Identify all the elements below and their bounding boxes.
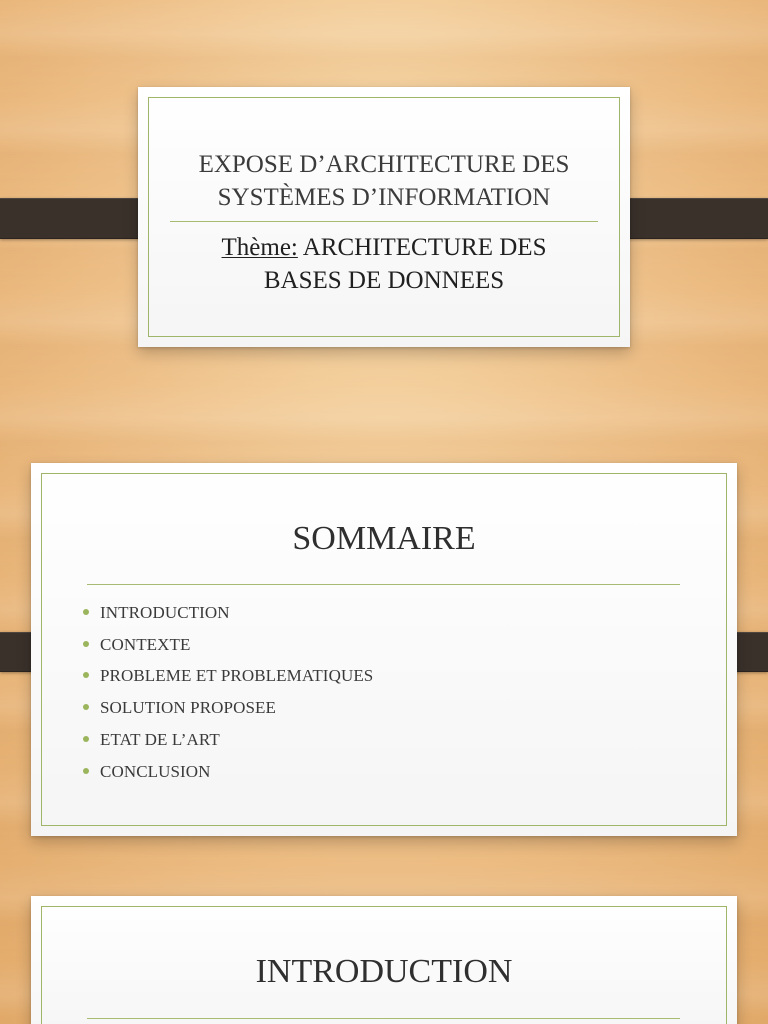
bullet-icon <box>83 704 89 710</box>
sommaire-item-introduction <box>83 597 373 629</box>
title-slide-frame <box>148 97 620 337</box>
presentation-theme <box>138 232 630 297</box>
bullet-icon <box>83 672 89 678</box>
presentation-title-line-1: EXPOSE D’ARCHITECTURE DES <box>198 151 570 178</box>
right-strap-slide-1 <box>612 198 768 239</box>
sommaire-divider <box>87 584 680 585</box>
title-slide <box>138 87 630 347</box>
sommaire-item-probleme <box>83 661 373 693</box>
sommaire-item-label: INTRODUCTION <box>100 602 230 622</box>
sommaire-title: SOMMAIRE <box>292 520 476 557</box>
sommaire-item-label: SOLUTION PROPOSEE <box>100 698 276 718</box>
introduction-divider <box>87 1018 680 1019</box>
sommaire-slide <box>31 463 737 836</box>
bullet-icon <box>83 768 89 774</box>
introduction-title: INTRODUCTION <box>255 953 513 990</box>
sommaire-item-label: PROBLEME ET PROBLEMATIQUES <box>100 666 374 686</box>
title-slide-divider <box>170 221 598 222</box>
theme-value-line-1: ARCHITECTURE DES <box>297 234 547 261</box>
theme-label: Thème: <box>221 234 298 261</box>
presentation-theme-line-1 <box>138 232 630 265</box>
sommaire-item-label: CONCLUSION <box>100 761 211 781</box>
sommaire-item-label: ETAT DE L’ART <box>100 730 220 750</box>
bullet-icon <box>83 641 89 647</box>
sommaire-item-etat-de-lart <box>83 724 373 756</box>
sommaire-item-conclusion <box>83 756 373 788</box>
introduction-slide <box>31 896 737 1024</box>
sommaire-item-contexte <box>83 629 373 661</box>
left-strap-slide-1 <box>0 198 156 239</box>
presentation-title-line-2: SYSTÈMES D’INFORMATION <box>217 183 551 211</box>
presentation-theme-line-2: BASES DE DONNEES <box>263 266 505 294</box>
bullet-icon <box>83 609 89 615</box>
bullet-icon <box>83 736 89 742</box>
sommaire-item-label: CONTEXTE <box>100 634 191 654</box>
presentation-title <box>138 149 630 214</box>
sommaire-item-solution <box>83 692 373 724</box>
sommaire-list <box>83 597 373 788</box>
